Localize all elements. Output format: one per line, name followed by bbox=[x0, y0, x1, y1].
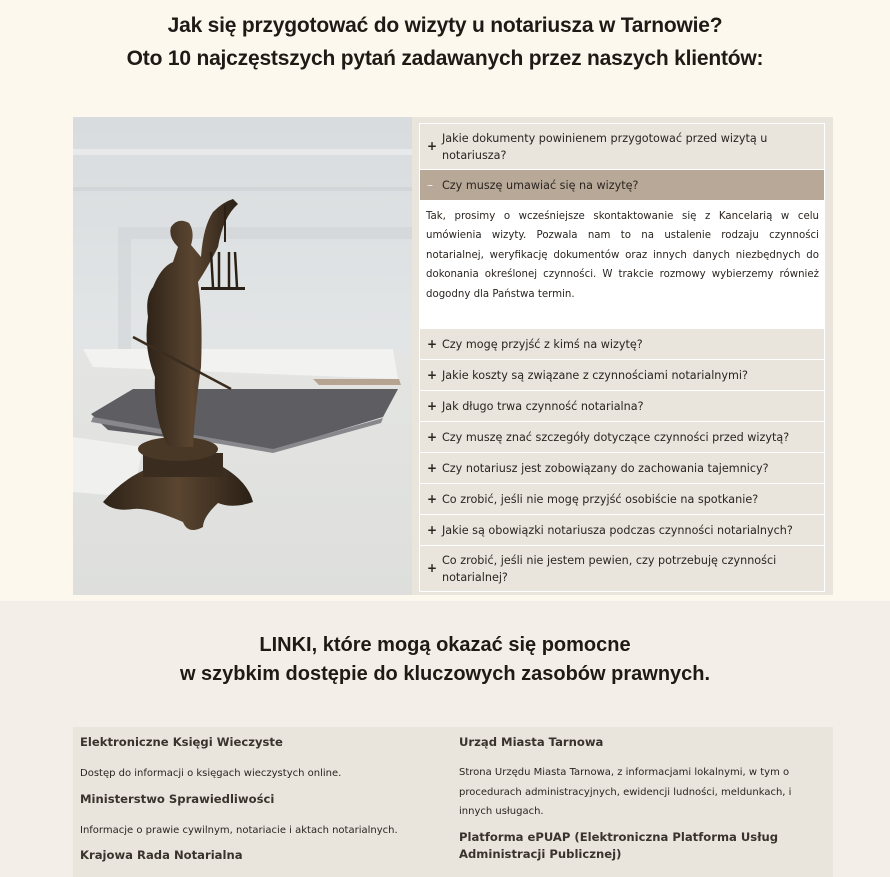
plus-icon: + bbox=[427, 561, 438, 576]
link-description: Strona Urzędu Miasta Tarnowa, z informacjami lokalnymi, w tym o procedurach administracyjnych, ewidencji ludności, meldunkach, i innych usługach. bbox=[459, 767, 792, 817]
plus-icon: + bbox=[427, 522, 438, 537]
plus-icon: + bbox=[427, 367, 438, 382]
faq-item-header[interactable] bbox=[420, 484, 824, 514]
faq-question: Jakie koszty są związane z czynnościami notarialnymi? bbox=[442, 368, 748, 382]
plus-icon: + bbox=[427, 491, 438, 506]
faq-heading bbox=[0, 9, 890, 75]
faq-accordion-list bbox=[419, 123, 825, 592]
faq-item-header[interactable] bbox=[420, 391, 824, 421]
faq-question: Czy muszę znać szczegóły dotyczące czynności przed wizytą? bbox=[442, 430, 790, 444]
link-urzad-miasta-tarnowa[interactable]: Urząd Miasta Tarnowa bbox=[459, 735, 604, 749]
links-column-right bbox=[459, 727, 819, 863]
faq-item-8[interactable] bbox=[419, 484, 825, 515]
faq-accordion bbox=[412, 117, 833, 595]
faq-item-header[interactable] bbox=[420, 360, 824, 390]
faq-item-6[interactable] bbox=[419, 422, 825, 453]
faq-question: Co zrobić, jeśli nie jestem pewien, czy potrzebuję czynności notarialnej? bbox=[442, 553, 777, 584]
faq-item-header[interactable] bbox=[420, 329, 824, 359]
minus-icon: – bbox=[427, 177, 433, 192]
faq-question: Co zrobić, jeśli nie mogę przyjść osobiście na spotkanie? bbox=[442, 492, 759, 506]
faq-question: Jakie są obowiązki notariusza podczas czynności notarialnych? bbox=[442, 523, 793, 537]
faq-item-5[interactable] bbox=[419, 391, 825, 422]
plus-icon: + bbox=[427, 398, 438, 413]
faq-item-9[interactable] bbox=[419, 515, 825, 546]
plus-icon: + bbox=[427, 336, 438, 351]
faq-item-7[interactable] bbox=[419, 453, 825, 484]
links-heading-line-1: LINKI, które mogą okazać się pomocne bbox=[259, 634, 631, 656]
faq-question: Jakie dokumenty powinienem przygotować przed wizytą u notariusza? bbox=[442, 131, 768, 162]
faq-answer: Tak, prosimy o wcześniejsze skontaktowanie się z Kancelarią w celu umówienia wizyty. Pozwala nam to na ustalenie rodzaju czynności notarialnej, weryfikację dokumentów oraz innych danych niezbędnych do dokonania określonej czynności. W trakcie rozmowy wybierzemy również dogodny dla Państwa termin. bbox=[420, 200, 824, 328]
faq-item-10[interactable] bbox=[419, 546, 825, 592]
link-description: Dostęp do informacji o księgach wieczystych online. bbox=[80, 768, 342, 779]
faq-question: Czy muszę umawiać się na wizytę? bbox=[442, 178, 639, 192]
plus-icon: + bbox=[427, 429, 438, 444]
links-heading bbox=[0, 631, 890, 689]
plus-icon: + bbox=[427, 460, 438, 475]
link-krajowa-rada-notarialna[interactable]: Krajowa Rada Notarialna bbox=[80, 848, 243, 862]
links-column-left bbox=[80, 727, 440, 864]
faq-item-1[interactable] bbox=[419, 123, 825, 170]
faq-item-header[interactable] bbox=[420, 170, 824, 200]
faq-question: Czy notariusz jest zobowiązany do zachowania tajemnicy? bbox=[442, 461, 769, 475]
faq-item-4[interactable] bbox=[419, 360, 825, 391]
link-epuap[interactable]: Platforma ePUAP (Elektroniczna Platforma Usług Administracji Publicznej) bbox=[459, 829, 779, 861]
faq-item-2[interactable] bbox=[419, 170, 825, 329]
faq-item-header[interactable] bbox=[420, 422, 824, 452]
faq-item-3[interactable] bbox=[419, 329, 825, 360]
faq-heading-line-2: Oto 10 najczęstszych pytań zadawanych przez naszych klientów: bbox=[126, 47, 764, 70]
link-description: Informacje o prawie cywilnym, notariacie i aktach notarialnych. bbox=[80, 824, 398, 836]
faq-item-header[interactable] bbox=[420, 124, 824, 169]
faq-item-header[interactable] bbox=[420, 453, 824, 483]
plus-icon: + bbox=[427, 139, 438, 153]
faq-question: Jak długo trwa czynność notarialna? bbox=[442, 399, 644, 413]
faq-item-header[interactable] bbox=[420, 546, 824, 591]
links-section bbox=[0, 601, 890, 877]
links-heading-line-2: w szybkim dostępie do kluczowych zasobów prawnych. bbox=[179, 663, 711, 685]
faq-heading-line-1: Jak się przygotować do wizyty u notariusza w Tarnowie? bbox=[167, 14, 723, 37]
lady-justice-photo bbox=[73, 117, 412, 595]
links-box bbox=[73, 727, 833, 877]
faq-item-header[interactable] bbox=[420, 515, 824, 545]
link-ministerstwo-sprawiedliwosci[interactable]: Ministerstwo Sprawiedliwości bbox=[80, 791, 275, 806]
faq-question: Czy mogę przyjść z kimś na wizytę? bbox=[442, 337, 643, 351]
link-ekw[interactable]: Elektroniczne Księgi Wieczyste bbox=[80, 735, 283, 749]
